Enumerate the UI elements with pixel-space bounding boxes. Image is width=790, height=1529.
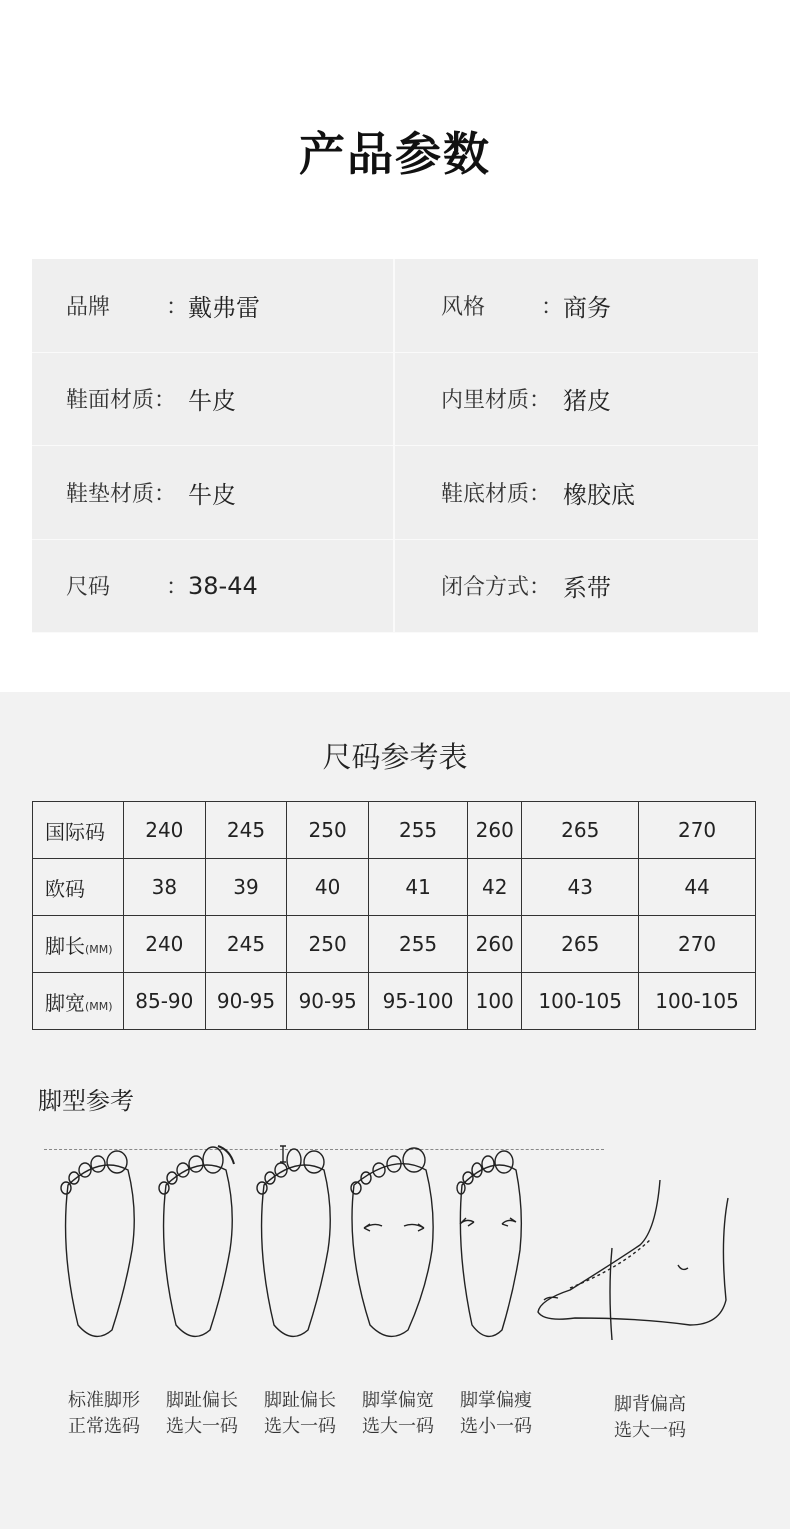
table-cell: 240 (124, 916, 206, 973)
table-row (33, 916, 756, 973)
param-value: 牛皮 (188, 480, 236, 509)
table-cell: 255 (368, 802, 467, 859)
long-toe-foot-icon (159, 1146, 234, 1336)
table-cell: 39 (205, 859, 287, 916)
table-cell: 90-95 (205, 973, 287, 1030)
table-cell: 250 (287, 802, 369, 859)
foot-caption-6: 脚背偏高 选大一码 (614, 1394, 686, 1441)
foot-illustrations (40, 1140, 760, 1350)
param-label: 鞋垫材质 (66, 481, 155, 507)
param-sole: 鞋底材质： 橡胶底 (395, 446, 758, 540)
size-table-title: 尺码参考表 (322, 740, 468, 774)
table-cell: 42 (468, 859, 522, 916)
row-header: 脚长(MM) (33, 916, 124, 973)
high-instep-foot-icon (538, 1180, 728, 1340)
param-label: 闭合方式 (441, 575, 530, 601)
table-cell: 245 (205, 802, 287, 859)
unit-label: (MM) (85, 942, 113, 956)
table-cell: 260 (468, 916, 522, 973)
table-cell: 250 (287, 916, 369, 973)
params-grid (32, 259, 758, 633)
param-label: 风格 (441, 294, 486, 320)
row-header: 脚宽(MM) (33, 973, 124, 1030)
table-cell: 270 (639, 916, 756, 973)
unit-label: (MM) (85, 999, 113, 1013)
table-cell: 100-105 (522, 973, 639, 1030)
table-row (33, 802, 756, 859)
param-label: 内里材质 (441, 388, 530, 414)
param-label: 鞋面材质 (66, 388, 155, 414)
foot-ref-title: 脚型参考 (38, 1087, 134, 1115)
param-closure: 闭合方式： 系带 (395, 540, 758, 634)
foot-caption-1: 标准脚形 正常选码 (68, 1390, 140, 1437)
page-title: 产品参数 (299, 127, 491, 181)
table-cell: 44 (639, 859, 756, 916)
param-value: 戴弗雷 (188, 293, 260, 322)
size-table (32, 801, 756, 1030)
table-cell: 255 (368, 916, 467, 973)
param-insole: 鞋垫材质： 牛皮 (32, 446, 395, 540)
param-value: 系带 (563, 574, 611, 603)
param-label: 鞋底材质 (441, 481, 530, 507)
table-cell: 100 (468, 973, 522, 1030)
row-header: 欧码 (33, 859, 124, 916)
param-value: 橡胶底 (563, 480, 635, 509)
foot-caption-2: 脚趾偏长 选大一码 (166, 1390, 238, 1437)
param-size: 尺码 ： 38-44 (32, 540, 395, 634)
table-row (33, 973, 756, 1030)
param-label: 品牌 (66, 294, 111, 320)
table-cell: 38 (124, 859, 206, 916)
table-cell: 245 (205, 916, 287, 973)
table-cell: 100-105 (639, 973, 756, 1030)
table-cell: 85-90 (124, 973, 206, 1030)
param-brand: 品牌 ： 戴弗雷 (32, 259, 395, 353)
narrow-foot-icon (457, 1151, 521, 1336)
param-upper: 鞋面材质： 牛皮 (32, 353, 395, 447)
param-style: 风格 ： 商务 (395, 259, 758, 353)
table-cell: 40 (287, 859, 369, 916)
wide-foot-icon (351, 1148, 433, 1336)
param-value: 猪皮 (563, 387, 611, 416)
table-cell: 265 (522, 916, 639, 973)
param-value: 38-44 (188, 571, 258, 600)
table-cell: 240 (124, 802, 206, 859)
param-value: 商务 (563, 293, 611, 322)
table-cell: 90-95 (287, 973, 369, 1030)
long-second-toe-foot-icon (257, 1146, 330, 1336)
param-label: 尺码 (66, 575, 111, 601)
param-lining: 内里材质： 猪皮 (395, 353, 758, 447)
param-value: 牛皮 (188, 387, 236, 416)
row-header: 国际码 (33, 802, 124, 859)
foot-caption-4: 脚掌偏宽 选大一码 (362, 1390, 434, 1437)
table-cell: 41 (368, 859, 467, 916)
table-row (33, 859, 756, 916)
table-cell: 270 (639, 802, 756, 859)
foot-caption-5: 脚掌偏瘦 选小一码 (460, 1390, 532, 1437)
foot-caption-3: 脚趾偏长 选大一码 (264, 1390, 336, 1437)
standard-foot-icon (61, 1151, 134, 1336)
table-cell: 260 (468, 802, 522, 859)
table-cell: 43 (522, 859, 639, 916)
table-cell: 95-100 (368, 973, 467, 1030)
table-cell: 265 (522, 802, 639, 859)
